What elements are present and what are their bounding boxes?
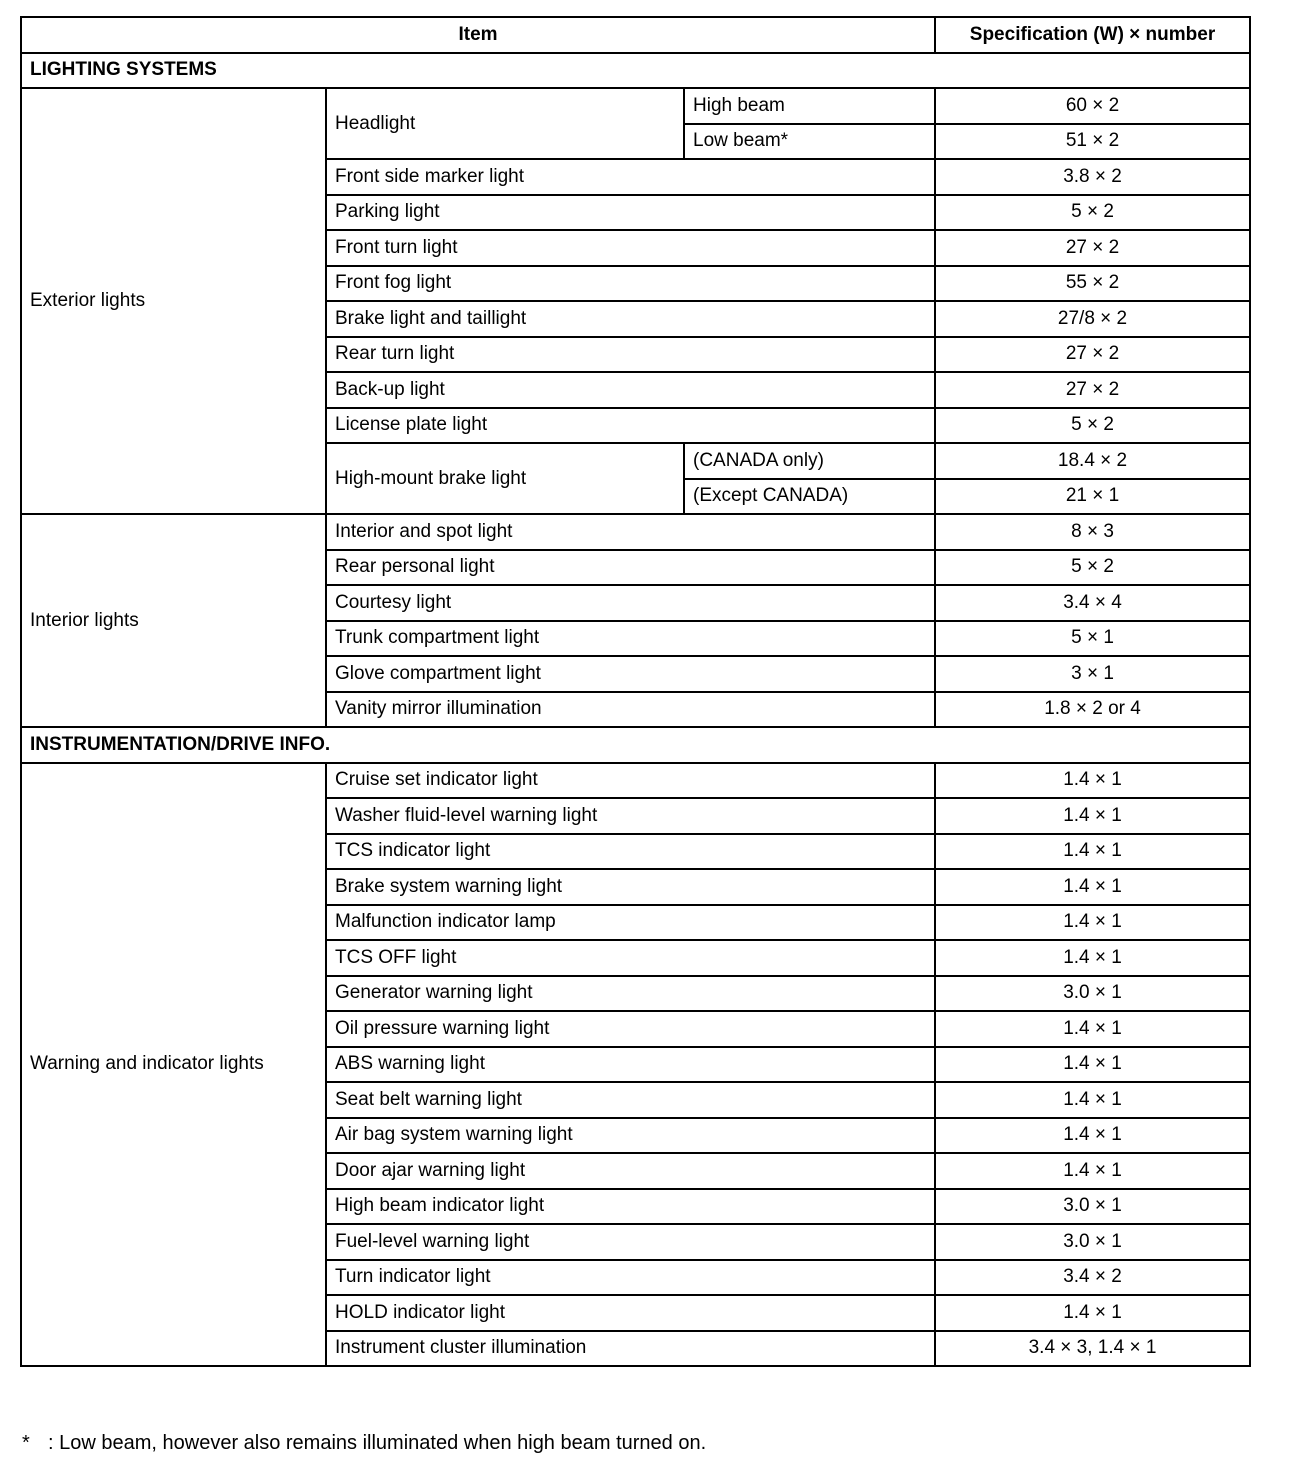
spec-value: 51 × 2 [935, 124, 1250, 160]
item-label: Trunk compartment light [326, 621, 935, 657]
item-label: Headlight [326, 88, 684, 159]
item-label: Washer fluid-level warning light [326, 798, 935, 834]
spec-value: 1.4 × 1 [935, 763, 1250, 799]
spec-value: 1.4 × 1 [935, 1118, 1250, 1154]
spec-value: 27/8 × 2 [935, 301, 1250, 337]
spec-value: 3.0 × 1 [935, 1189, 1250, 1225]
item-label: Courtesy light [326, 585, 935, 621]
spec-value: 3.0 × 1 [935, 976, 1250, 1012]
item-label: Front fog light [326, 266, 935, 302]
spec-value: 1.4 × 1 [935, 869, 1250, 905]
spec-value: 27 × 2 [935, 337, 1250, 373]
table-row [21, 763, 1250, 799]
item-label: Rear personal light [326, 550, 935, 586]
spec-value: 5 × 2 [935, 195, 1250, 231]
spec-value: 5 × 2 [935, 408, 1250, 444]
item-label: Cruise set indicator light [326, 763, 935, 799]
spec-value: 1.8 × 2 or 4 [935, 692, 1250, 728]
spec-value: 1.4 × 1 [935, 1295, 1250, 1331]
spec-value: 1.4 × 1 [935, 940, 1250, 976]
bulb-specification-table [20, 16, 1251, 1367]
spec-value: 1.4 × 1 [935, 798, 1250, 834]
item-label: Glove compartment light [326, 656, 935, 692]
spec-value: 3.4 × 3, 1.4 × 1 [935, 1331, 1250, 1367]
spec-value: 60 × 2 [935, 88, 1250, 124]
item-label: Oil pressure warning light [326, 1011, 935, 1047]
item-label: Brake light and taillight [326, 301, 935, 337]
group-warning-indicator-lights: Warning and indicator lights [21, 763, 326, 1367]
section-instrumentation: INSTRUMENTATION/DRIVE INFO. [21, 727, 1250, 763]
spec-value: 21 × 1 [935, 479, 1250, 515]
item-label: Front turn light [326, 230, 935, 266]
spec-value: 55 × 2 [935, 266, 1250, 302]
section-row [21, 53, 1250, 89]
table-row [21, 514, 1250, 550]
item-label: HOLD indicator light [326, 1295, 935, 1331]
footnote-marker: * [22, 1432, 30, 1454]
item-label: Instrument cluster illumination [326, 1331, 935, 1367]
sub-item-label: (Except CANADA) [684, 479, 935, 515]
footnote [22, 1432, 706, 1455]
item-label: ABS warning light [326, 1047, 935, 1083]
spec-value: 3.0 × 1 [935, 1224, 1250, 1260]
sub-item-label: Low beam* [684, 124, 935, 160]
spec-value: 1.4 × 1 [935, 1047, 1250, 1083]
item-label: Back-up light [326, 372, 935, 408]
item-label: Front side marker light [326, 159, 935, 195]
spec-column-header: Specification (W) × number [935, 17, 1250, 53]
item-label: Turn indicator light [326, 1260, 935, 1296]
spec-value: 5 × 2 [935, 550, 1250, 586]
item-column-header: Item [21, 17, 935, 53]
spec-value: 5 × 1 [935, 621, 1250, 657]
spec-value: 3.4 × 4 [935, 585, 1250, 621]
item-label: Brake system warning light [326, 869, 935, 905]
item-label: Malfunction indicator lamp [326, 905, 935, 941]
spec-value: 27 × 2 [935, 372, 1250, 408]
item-label: Rear turn light [326, 337, 935, 373]
group-exterior-lights: Exterior lights [21, 88, 326, 514]
spec-value: 3.4 × 2 [935, 1260, 1250, 1296]
item-label: Parking light [326, 195, 935, 231]
spec-value: 1.4 × 1 [935, 834, 1250, 870]
item-label: Vanity mirror illumination [326, 692, 935, 728]
spec-value: 18.4 × 2 [935, 443, 1250, 479]
item-label: Seat belt warning light [326, 1082, 935, 1118]
spec-value: 3.8 × 2 [935, 159, 1250, 195]
table-row [21, 88, 1250, 124]
item-label: Fuel-level warning light [326, 1224, 935, 1260]
spec-value: 27 × 2 [935, 230, 1250, 266]
item-label: TCS OFF light [326, 940, 935, 976]
section-lighting-systems: LIGHTING SYSTEMS [21, 53, 1250, 89]
item-label: High beam indicator light [326, 1189, 935, 1225]
item-label: TCS indicator light [326, 834, 935, 870]
item-label: Door ajar warning light [326, 1153, 935, 1189]
spec-value: 1.4 × 1 [935, 905, 1250, 941]
item-label: High-mount brake light [326, 443, 684, 514]
table-header-row [21, 17, 1250, 53]
item-label: License plate light [326, 408, 935, 444]
sub-item-label: High beam [684, 88, 935, 124]
footnote-text: : Low beam, however also remains illuminated when high beam turned on. [48, 1432, 707, 1454]
spec-value: 1.4 × 1 [935, 1082, 1250, 1118]
spec-value: 8 × 3 [935, 514, 1250, 550]
sub-item-label: (CANADA only) [684, 443, 935, 479]
spec-value: 3 × 1 [935, 656, 1250, 692]
spec-value: 1.4 × 1 [935, 1153, 1250, 1189]
item-label: Generator warning light [326, 976, 935, 1012]
section-row [21, 727, 1250, 763]
item-label: Air bag system warning light [326, 1118, 935, 1154]
group-interior-lights: Interior lights [21, 514, 326, 727]
item-label: Interior and spot light [326, 514, 935, 550]
spec-value: 1.4 × 1 [935, 1011, 1250, 1047]
